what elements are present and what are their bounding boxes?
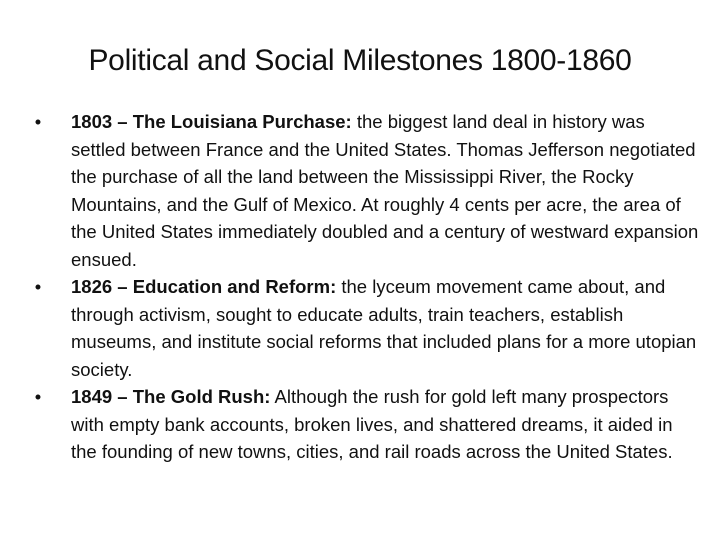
- bullet-text: the lyceum movement came about, and through activism, sought to educate adults, train teachers, establish museums, and institute social reforms that included plans for a more utopian society.: [71, 276, 697, 380]
- bullet-heading: 1826 – Education and Reform:: [71, 276, 337, 297]
- bullet-item: [28, 108, 700, 273]
- bullet-text: the biggest land deal in history was settled between France and the United States. Thomas Jefferson negotiated the purchase of all the land between the Mississippi River, the Rocky Mountains, and the Gulf of Mexico. At roughly 4 cents per acre, the area of the United States immediately doubled and a century of westward expansion ensued.: [71, 111, 699, 270]
- bullet-item: [28, 383, 700, 466]
- slide-title: Political and Social Milestones 1800-1860: [88, 44, 632, 77]
- bullet-icon: •: [34, 386, 42, 407]
- bullet-icon: •: [34, 111, 42, 132]
- bullet-text: Although the rush for gold left many prospectors with empty bank accounts, broken lives, and shattered dreams, it aided in the founding of new towns, cities, and rail roads across the United States.: [71, 386, 673, 462]
- bullet-icon: •: [34, 276, 42, 297]
- bullet-heading: 1803 – The Louisiana Purchase:: [71, 111, 352, 132]
- bullet-list: [28, 108, 700, 466]
- bullet-heading: 1849 – The Gold Rush:: [71, 386, 271, 407]
- bullet-item: [28, 273, 700, 383]
